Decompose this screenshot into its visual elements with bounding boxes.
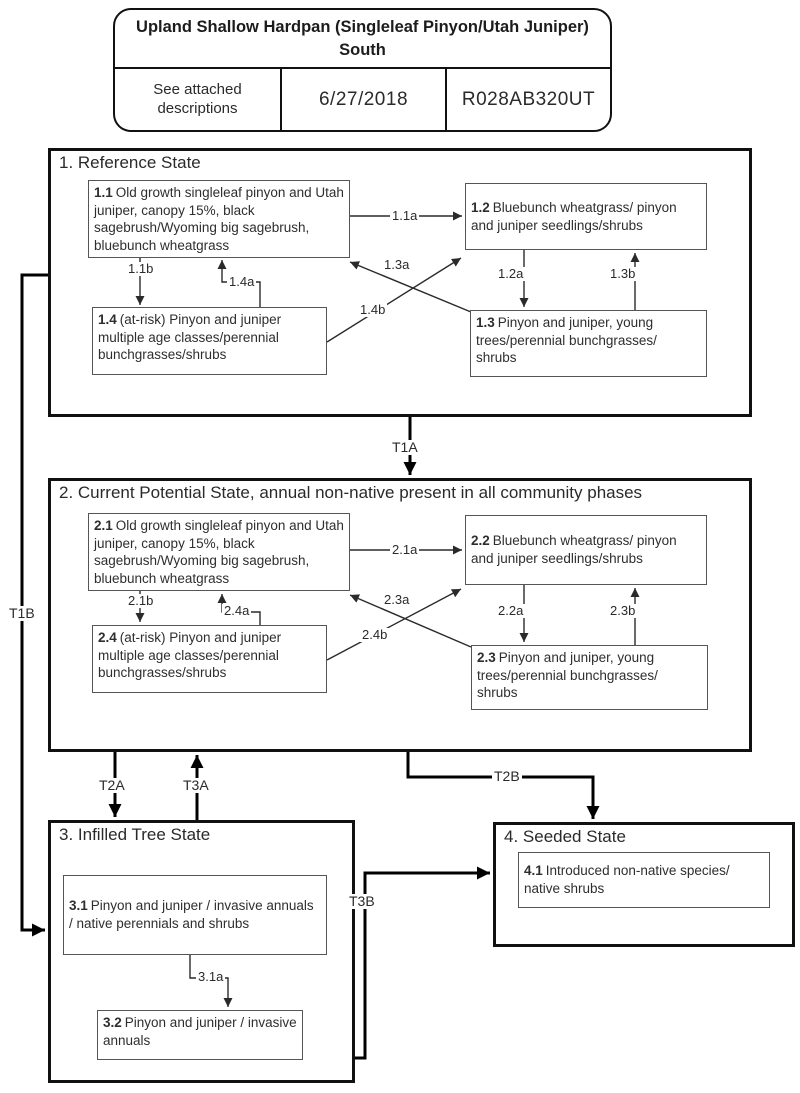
pathway-label-1-4b: 1.4b	[360, 302, 386, 317]
pathway-label-2-1b: 2.1b	[128, 593, 154, 608]
title-box	[113, 8, 612, 132]
phase-box-1-3	[470, 310, 707, 377]
phase-box-2-2	[465, 515, 707, 585]
phase-box-2-1	[88, 513, 350, 591]
pathway-label-2-4b: 2.4b	[362, 627, 388, 642]
phase-box-3-1	[63, 875, 327, 955]
phase-code-1-1: 1.1	[94, 185, 113, 200]
phase-box-1-1	[88, 180, 350, 258]
pathway-label-1-1a: 1.1a	[392, 208, 418, 223]
phase-3-2-text-wrap	[103, 1014, 297, 1049]
phase-text-4-1: Introduced non-native species/ native shrubs	[524, 863, 730, 896]
phase-text-2-1: Old growth singleleaf pinyon and Utah juniper, canopy 15%, black sagebrush/Wyoming big sagebrush, bluebunch wheatgrass	[94, 518, 344, 586]
phase-box-1-4	[92, 307, 327, 375]
pathway-label-2-1a: 2.1a	[392, 542, 418, 557]
phase-code-4-1: 4.1	[524, 863, 543, 879]
phase-box-3-2	[97, 1010, 303, 1060]
phase-code-1-3: 1.3	[476, 315, 495, 330]
transition-label-t1a: T1A	[392, 439, 418, 455]
transition-arrow-t1b	[22, 275, 48, 930]
phase-2-3-text-wrap	[477, 649, 702, 702]
phase-box-1-2	[465, 183, 707, 250]
phase-4-1-text-wrap	[524, 862, 764, 897]
pathway-label-2-3a: 2.3a	[384, 592, 410, 607]
descriptions-cell: See attached descriptions	[115, 67, 280, 130]
site-name-line2: South	[339, 40, 386, 59]
transition-label-t1b: T1B	[9, 605, 35, 621]
phase-1-4-text-wrap	[98, 311, 321, 364]
pathway-label-2-4a: 2.4a	[224, 603, 250, 618]
pathway-label-1-3a: 1.3a	[384, 257, 410, 272]
phase-text-3-1: Pinyon and juniper / invasive annuals / native perennials and shrubs	[69, 898, 314, 931]
site-code-cell: R028AB320UT	[445, 67, 610, 130]
phase-box-4-1	[518, 852, 770, 908]
phase-text-3-2: Pinyon and juniper / invasive annuals	[103, 1015, 297, 1048]
state-2-title: 2. Current Potential State, annual non-native present in all community phases	[59, 483, 643, 502]
phase-2-2-text-wrap	[471, 532, 701, 567]
state-4-title: 4. Seeded State	[504, 827, 626, 846]
pathway-label-1-2a: 1.2a	[498, 266, 524, 281]
pathway-label-1-3b: 1.3b	[610, 266, 636, 281]
phase-text-1-1: Old growth singleleaf pinyon and Utah juniper, canopy 15%, black sagebrush/Wyoming big sagebrush, bluebunch wheatgrass	[94, 185, 344, 253]
phase-text-2-2: Bluebunch wheatgrass/ pinyon and juniper seedlings/shrubs	[471, 533, 677, 566]
transition-label-t3b: T3B	[349, 893, 375, 909]
state-1-title: 1. Reference State	[59, 153, 201, 172]
site-name-line1: Upland Shallow Hardpan (Singleleaf Pinyon/Utah Juniper)	[136, 18, 589, 37]
pathway-label-3-1a: 3.1a	[198, 969, 224, 984]
pathway-label-1-1b: 1.1b	[128, 261, 154, 276]
transition-label-t2a: T2A	[99, 777, 125, 793]
phase-box-2-4	[92, 625, 327, 693]
phase-code-2-2: 2.2	[471, 533, 490, 549]
site-name	[115, 10, 610, 67]
phase-3-1-text-wrap	[69, 897, 321, 932]
phase-1-2-text-wrap	[471, 199, 701, 234]
phase-1-3-text-wrap	[476, 314, 701, 367]
pathway-label-2-3b: 2.3b	[610, 603, 636, 618]
transition-label-t2b: T2B	[494, 768, 520, 784]
phase-code-2-1: 2.1	[94, 518, 113, 533]
phase-text-1-4: (at-risk) Pinyon and juniper multiple age classes/perennial bunchgrasses/shrubs	[98, 312, 282, 363]
phase-1-1-text-wrap	[94, 184, 344, 254]
phase-code-1-2: 1.2	[471, 199, 490, 215]
pathway-label-2-2a: 2.2a	[498, 603, 524, 618]
transition-label-t3a: T3A	[183, 777, 209, 793]
phase-code-3-2: 3.2	[103, 1015, 122, 1030]
transition-arrow-t2b	[408, 752, 593, 819]
phase-text-2-4: (at-risk) Pinyon and juniper multiple age classes/perennial bunchgrasses/shrubs	[98, 630, 282, 681]
date-cell: 6/27/2018	[280, 67, 445, 130]
state-3-title: 3. Infilled Tree State	[59, 825, 211, 844]
phase-text-1-2: Bluebunch wheatgrass/ pinyon and juniper seedlings/shrubs	[471, 199, 677, 233]
phase-code-2-4: 2.4	[98, 630, 117, 645]
phase-code-3-1: 3.1	[69, 898, 88, 914]
phase-text-1-3: Pinyon and juniper, young trees/perennial bunchgrasses/ shrubs	[476, 315, 657, 366]
phase-2-1-text-wrap	[94, 517, 344, 587]
phase-code-2-3: 2.3	[477, 650, 496, 665]
phase-code-1-4: 1.4	[98, 312, 117, 327]
phase-box-2-3	[471, 645, 708, 710]
pathway-label-1-4a: 1.4a	[229, 274, 255, 289]
phase-2-4-text-wrap	[98, 629, 321, 682]
phase-text-2-3: Pinyon and juniper, young trees/perennial bunchgrasses/ shrubs	[477, 650, 658, 701]
